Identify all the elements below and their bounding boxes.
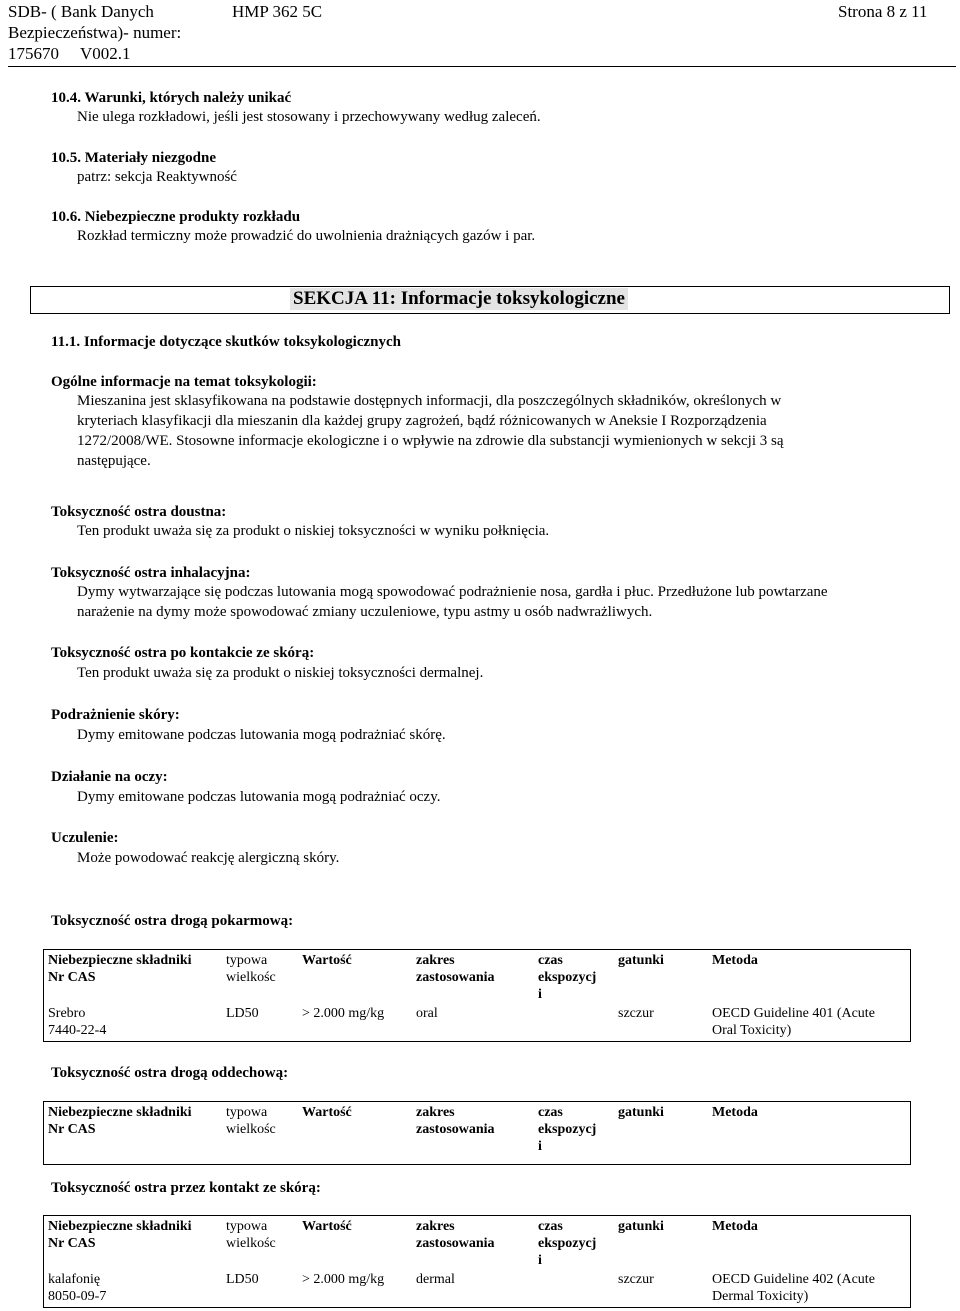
sens-heading: Uczulenie:	[51, 830, 119, 846]
row-type: LD50	[226, 1006, 259, 1021]
header-cas: Nr CAS	[48, 970, 96, 985]
header-value: Wartość	[302, 1219, 352, 1234]
route-oral-heading: Toksyczność ostra drogą pokarmową:	[51, 913, 294, 929]
header-method: Metoda	[712, 953, 758, 968]
route-inhal-heading: Toksyczność ostra drogą oddechową:	[51, 1065, 289, 1081]
table-row	[44, 1005, 911, 1042]
general-line-1: Mieszanina jest sklasyfikowana na podstawie dostępnych informacji, dla poszczególnych składników, określonych w	[77, 393, 782, 409]
table-header-row	[44, 1102, 911, 1165]
row-method-2: Oral Toxicity)	[712, 1023, 792, 1038]
row-method-2: Dermal Toxicity)	[712, 1289, 809, 1304]
header-component: Niebezpieczne składniki	[48, 1105, 192, 1120]
s111-heading: 11.1. Informacje dotyczące skutków toksykologicznych	[51, 334, 401, 350]
header-page: Strona 8 z 11	[838, 2, 928, 21]
general-line-4: następujące.	[77, 453, 151, 469]
header-type-2: wielkośc	[226, 1236, 276, 1251]
row-component-name: kalafonię	[48, 1272, 101, 1287]
oral-tox-table	[43, 949, 911, 1042]
general-line-3: 1272/2008/WE. Stosowne informacje ekologiczne i o wpływie na zdrowie dla substancji wymienionych w sekcji 3 są	[77, 433, 784, 449]
header-species: gatunki	[618, 1219, 664, 1234]
row-value: > 2.000 mg/kg	[302, 1006, 385, 1021]
header-rule	[8, 66, 956, 67]
irrit-text: Dymy emitowane podczas lutowania mogą podrażniać skórę.	[77, 727, 446, 743]
row-cas: 8050-09-7	[48, 1289, 107, 1304]
header-time-1: czas	[538, 1219, 563, 1234]
irrit-heading: Podrażnienie skóry:	[51, 707, 180, 723]
skin-text: Ten produkt uważa się za produkt o niskiej toksyczności dermalnej.	[77, 665, 484, 681]
header-type-1: typowa	[226, 1105, 268, 1120]
table-header-row	[44, 950, 911, 1006]
header-range-1: zakres	[416, 1219, 455, 1234]
header-component: Niebezpieczne składniki	[48, 953, 192, 968]
route-skin-heading: Toksyczność ostra przez kontakt ze skórą:	[51, 1180, 321, 1196]
s105-text: patrz: sekcja Reaktywność	[77, 169, 237, 185]
header-sdb-label: SDB- ( Bank Danych	[8, 2, 154, 21]
header-range-1: zakres	[416, 953, 455, 968]
header-cas: Nr CAS	[48, 1122, 96, 1137]
header-component: Niebezpieczne składniki	[48, 1219, 192, 1234]
row-cas: 7440-22-4	[48, 1023, 107, 1038]
header-range-2: zastosowania	[416, 1236, 495, 1251]
skin-heading: Toksyczność ostra po kontakcie ze skórą:	[51, 645, 315, 661]
row-range: oral	[416, 1006, 438, 1021]
table-header-row	[44, 1216, 911, 1272]
header-cas: Nr CAS	[48, 1236, 96, 1251]
header-species: gatunki	[618, 953, 664, 968]
header-type-1: typowa	[226, 1219, 268, 1234]
row-range: dermal	[416, 1272, 455, 1287]
header-type-1: typowa	[226, 953, 268, 968]
header-method: Metoda	[712, 1219, 758, 1234]
sens-text: Może powodować reakcję alergiczną skóry.	[77, 850, 340, 866]
section-title: SEKCJA 11: Informacje toksykologiczne	[290, 288, 628, 310]
header-time-3: i	[538, 1253, 542, 1268]
s106-heading: 10.6. Niebezpieczne produkty rozkładu	[51, 209, 301, 225]
header-number-value: 175670	[8, 44, 59, 63]
header-number-label: Bezpieczeństwa)- numer:	[8, 23, 182, 42]
row-value: > 2.000 mg/kg	[302, 1272, 385, 1287]
inhal-heading: Toksyczność ostra inhalacyjna:	[51, 565, 251, 581]
header-range-2: zastosowania	[416, 1122, 495, 1137]
header-type-2: wielkośc	[226, 970, 276, 985]
s104-heading: 10.4. Warunki, których należy unikać	[51, 90, 292, 106]
row-species: szczur	[618, 1006, 654, 1021]
inhal-line-2: narażenie na dymy może spowodować zmiany uczuleniowe, typu astmy u osób nadwrażliwych.	[77, 604, 653, 620]
row-type: LD50	[226, 1272, 259, 1287]
row-component-name: Srebro	[48, 1006, 86, 1021]
header-range-1: zakres	[416, 1105, 455, 1120]
header-version: V002.1	[80, 44, 131, 63]
header-species: gatunki	[618, 1105, 664, 1120]
row-method-1: OECD Guideline 401 (Acute	[712, 1006, 875, 1021]
header-time-1: czas	[538, 1105, 563, 1120]
header-method: Metoda	[712, 1105, 758, 1120]
row-species: szczur	[618, 1272, 654, 1287]
row-method-1: OECD Guideline 402 (Acute	[712, 1272, 875, 1287]
header-time-1: czas	[538, 953, 563, 968]
general-line-2: kryteriach klasyfikacji dla mieszanin dla każdej grupy zagrożeń, bądź różnicowanych w Aneksie I Rozporządzenia	[77, 413, 767, 429]
header-time-2: ekspozycj	[538, 1236, 597, 1251]
header-time-2: ekspozycj	[538, 1122, 597, 1137]
header-time-2: ekspozycj	[538, 970, 597, 985]
oral-text: Ten produkt uważa się za produkt o niskiej toksyczności w wyniku połknięcia.	[77, 523, 550, 539]
header-type-2: wielkośc	[226, 1122, 276, 1137]
eye-text: Dymy emitowane podczas lutowania mogą podrażniać oczy.	[77, 789, 441, 805]
header-time-3: i	[538, 987, 542, 1002]
s104-text: Nie ulega rozkładowi, jeśli jest stosowany i przechowywany według zaleceń.	[77, 109, 541, 125]
header-value: Wartość	[302, 953, 352, 968]
skin-tox-table	[43, 1215, 911, 1308]
general-heading: Ogólne informacje na temat toksykologii:	[51, 374, 317, 390]
header-range-2: zastosowania	[416, 970, 495, 985]
s105-heading: 10.5. Materiały niezgodne	[51, 150, 216, 166]
inhal-tox-table	[43, 1101, 911, 1165]
eye-heading: Działanie na oczy:	[51, 769, 168, 785]
oral-heading: Toksyczność ostra doustna:	[51, 504, 227, 520]
table-row	[44, 1271, 911, 1308]
header-product: HMP 362 5C	[232, 2, 323, 21]
header-time-3: i	[538, 1139, 542, 1154]
inhal-line-1: Dymy wytwarzające się podczas lutowania mogą spowodować podrażnienie nosa, gardła i płuc. Przedłużone lub powtarzane	[77, 584, 828, 600]
header-value: Wartość	[302, 1105, 352, 1120]
s106-text: Rozkład termiczny może prowadzić do uwolnienia drażniących gazów i par.	[77, 228, 536, 244]
